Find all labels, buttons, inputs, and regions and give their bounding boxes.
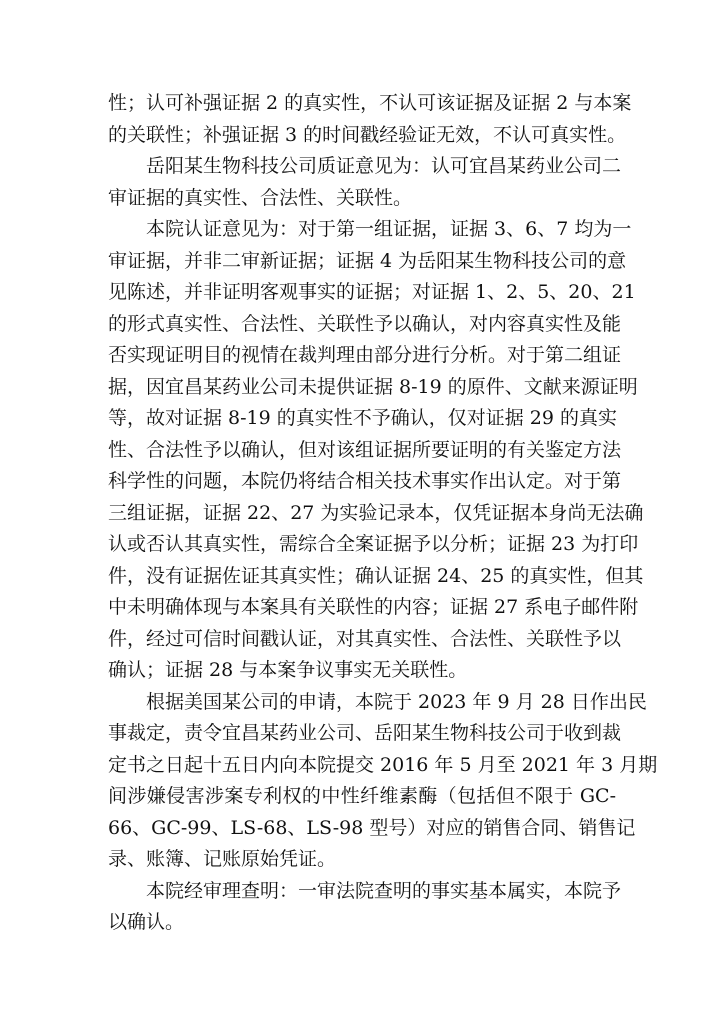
text-line: 否实现证明目的视情在裁判理由部分进行分析。对于第二组证	[108, 344, 622, 366]
text-line: 本院认证意见为：对于第一组证据，证据 3、6、7 均为一	[146, 218, 632, 240]
paragraph-court-evidence-opinion	[108, 214, 644, 687]
text-line: 定书之日起十五日内向本院提交 2016 年 5 月至 2021 年 3 月期	[108, 753, 658, 776]
text-line: 中未明确体现与本案具有关联性的内容；证据 27 系电子邮件附	[108, 596, 639, 618]
text-line: 认或否认其真实性，需综合全案证据予以分析；证据 23 为打印	[108, 533, 639, 555]
text-line: 科学性的问题，本院仍将结合相关技术事实作出认定。对于第	[108, 470, 622, 492]
text-line: 审证据的真实性、合法性、关联性。	[108, 186, 413, 209]
text-line: 根据美国某公司的申请，本院于 2023 年 9 月 28 日作出民	[146, 690, 647, 713]
paragraph-cross-exam-opinion	[108, 151, 622, 214]
paragraph-ruling	[108, 687, 658, 876]
text-line: 见陈述，并非证明客观事实的证据；对证据 1、2、5、20、21	[108, 281, 636, 303]
text-line: 本院经审理查明：一审法院查明的事实基本属实，本院予	[146, 879, 622, 902]
text-line: 的形式真实性、合法性、关联性予以确认，对内容真实性及能	[108, 312, 622, 335]
paragraph-continuation	[108, 88, 632, 151]
text-line: 等，故对证据 8-19 的真实性不予确认，仅对证据 29 的真实	[108, 407, 618, 429]
text-line: 件，经过可信时间戳认证，对其真实性、合法性、关联性予以	[108, 627, 622, 650]
text-line: 66、GC-99、LS-68、LS-98 型号）对应的销售合同、销售记	[108, 816, 636, 839]
text-line: 间涉嫌侵害涉案专利权的中性纤维素酶（包括但不限于 GC-	[108, 785, 616, 807]
text-line: 据，因宜昌某药业公司未提供证据 8-19 的原件、文献来源证明	[108, 375, 638, 398]
text-line: 岳阳某生物科技公司质证意见为：认可宜昌某药业公司二	[146, 155, 622, 177]
text-line: 事裁定，责令宜昌某药业公司、岳阳某生物科技公司于收到裁	[108, 722, 622, 744]
text-line: 审证据，并非二审新证据；证据 4 为岳阳某生物科技公司的意	[108, 249, 627, 272]
text-line: 以确认。	[108, 911, 185, 933]
text-line: 确认；证据 28 与本案争议事实无关联性。	[108, 659, 468, 681]
paragraph-findings	[108, 876, 622, 939]
text-line: 三组证据，证据 22、27 为实验记录本，仅凭证据本身尚无法确	[108, 501, 644, 524]
text-line: 性、合法性予以确认，但对该组证据所要证明的有关鉴定方法	[108, 438, 622, 461]
text-line: 的关联性；补强证据 3 的时间戳经验证无效，不认可真实性。	[108, 123, 627, 146]
text-line: 件，没有证据佐证其真实性；确认证据 24、25 的真实性，但其	[108, 564, 644, 587]
document-body	[108, 88, 658, 939]
text-line: 性；认可补强证据 2 的真实性，不认可该证据及证据 2 与本案	[108, 92, 632, 114]
text-line: 录、账簿、记账原始凭证。	[108, 848, 337, 870]
